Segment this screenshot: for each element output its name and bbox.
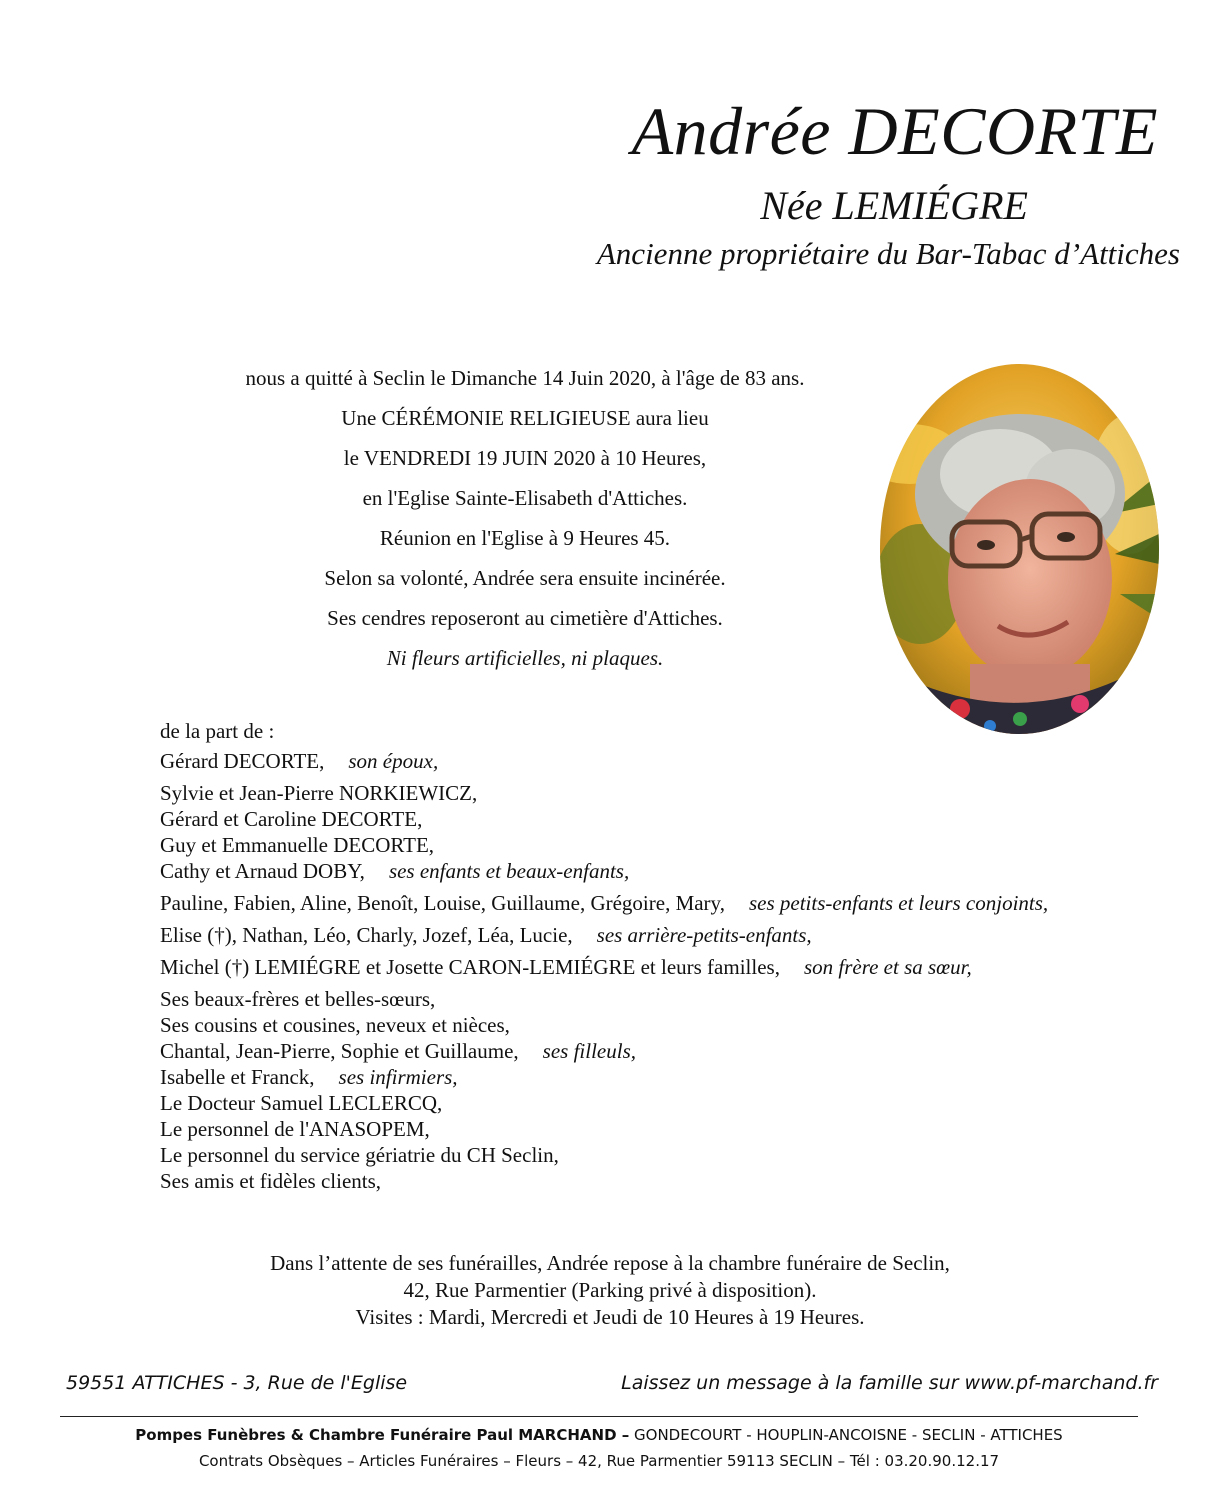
company-line bbox=[60, 1426, 1138, 1444]
company-services: Contrats Obsèques – Articles Funéraires – Fleurs – 42, Rue Parmentier 59113 SECLIN – Tél : 03.20.90.12.17 bbox=[198, 1452, 1000, 1470]
family-names: Chantal, Jean-Pierre, Sophie et Guillaume, bbox=[160, 1039, 519, 1063]
family-relation: ses filleuls, bbox=[542, 1039, 636, 1063]
family-row bbox=[160, 1012, 1200, 1038]
family-names: Ses beaux-frères et belles-sœurs, bbox=[160, 987, 436, 1011]
footer-message-link[interactable]: Laissez un message à la famille sur www.pf-marchand.fr bbox=[621, 1372, 1158, 1394]
family-row bbox=[160, 922, 1200, 948]
family-names: Sylvie et Jean-Pierre NORKIEWICZ, bbox=[160, 781, 478, 805]
announcement-line: Ses cendres reposeront au cimetière d'Attiches. bbox=[327, 606, 723, 630]
family-relation: ses infirmiers, bbox=[338, 1065, 458, 1089]
family-list bbox=[160, 718, 1200, 1194]
family-names: Le personnel du service gériatrie du CH Seclin, bbox=[160, 1143, 559, 1167]
announcement-line: en l'Eglise Sainte-Elisabeth d'Attiches. bbox=[362, 486, 688, 510]
announcement-line: Réunion en l'Eglise à 9 Heures 45. bbox=[379, 526, 671, 550]
deceased-role: Ancienne propriétaire du Bar-Tabac d’Attiches bbox=[596, 236, 1180, 271]
company-towns: GONDECOURT - HOUPLIN-ANCOISNE - SECLIN - ATTICHES bbox=[629, 1426, 1063, 1444]
company-name: Pompes Funèbres & Chambre Funéraire Paul MARCHAND – bbox=[135, 1426, 630, 1444]
family-names: Michel (†) LEMIÉGRE et Josette CARON-LEMIÉGRE et leurs familles, bbox=[160, 955, 780, 979]
announcement-line: nous a quitté à Seclin le Dimanche 14 Juin 2020, à l'âge de 83 ans. bbox=[245, 366, 805, 390]
announcement-line: le VENDREDI 19 JUIN 2020 à 10 Heures, bbox=[343, 446, 707, 470]
family-names: Elise (†), Nathan, Léo, Charly, Jozef, Léa, Lucie, bbox=[160, 923, 573, 947]
family-row bbox=[160, 1116, 1200, 1142]
deceased-name: Andrée DECORTE bbox=[631, 93, 1158, 169]
family-names: Guy et Emmanuelle DECORTE, bbox=[160, 833, 435, 857]
portrait-photo bbox=[880, 364, 1159, 734]
family-names: Isabelle et Franck, bbox=[160, 1065, 315, 1089]
footer-divider bbox=[60, 1416, 1138, 1417]
family-row bbox=[160, 890, 1200, 916]
visiting-hours: Visites : Mardi, Mercredi et Jeudi de 10 Heures à 19 Heures. bbox=[355, 1305, 865, 1329]
family-names: Ses amis et fidèles clients, bbox=[160, 1169, 382, 1193]
family-names: Ses cousins et cousines, neveux et nièces, bbox=[160, 1013, 510, 1037]
family-row bbox=[160, 780, 1200, 806]
family-relation: ses petits-enfants et leurs conjoints, bbox=[748, 891, 1049, 915]
family-row bbox=[160, 806, 1200, 832]
family-row bbox=[160, 1038, 1200, 1064]
maiden-name: Née LEMIÉGRE bbox=[760, 183, 1028, 228]
family-relation: son époux, bbox=[348, 749, 439, 773]
announcement-note: Ni fleurs artificielles, ni plaques. bbox=[386, 646, 664, 670]
announcement-block bbox=[180, 364, 870, 684]
family-relation: ses enfants et beaux-enfants, bbox=[388, 859, 630, 883]
family-names: Gérard et Caroline DECORTE, bbox=[160, 807, 423, 831]
funeral-home-line: Dans l’attente de ses funérailles, Andrée repose à la chambre funéraire de Seclin, bbox=[270, 1251, 950, 1275]
family-row bbox=[160, 954, 1200, 980]
family-row bbox=[160, 858, 1200, 884]
family-row bbox=[160, 1168, 1200, 1194]
footer-address: 59551 ATTICHES - 3, Rue de l'Eglise bbox=[66, 1372, 408, 1394]
family-names: Le personnel de l'ANASOPEM, bbox=[160, 1117, 430, 1141]
funeral-home-info bbox=[100, 1250, 1120, 1331]
family-intro: de la part de : bbox=[160, 719, 275, 743]
family-relation: son frère et sa sœur, bbox=[803, 955, 972, 979]
announcement-line: Une CÉRÉMONIE RELIGIEUSE aura lieu bbox=[341, 406, 709, 430]
family-relation: ses arrière-petits-enfants, bbox=[596, 923, 812, 947]
family-row bbox=[160, 986, 1200, 1012]
family-row bbox=[160, 1142, 1200, 1168]
family-row bbox=[160, 832, 1200, 858]
family-names: Gérard DECORTE, bbox=[160, 749, 325, 773]
family-names: Pauline, Fabien, Aline, Benoît, Louise, Guillaume, Grégoire, Mary, bbox=[160, 891, 725, 915]
family-names: Le Docteur Samuel LECLERCQ, bbox=[160, 1091, 443, 1115]
announcement-line: Selon sa volonté, Andrée sera ensuite incinérée. bbox=[324, 566, 726, 590]
family-row bbox=[160, 1064, 1200, 1090]
family-row bbox=[160, 748, 1200, 774]
family-names: Cathy et Arnaud DOBY, bbox=[160, 859, 365, 883]
funeral-home-address: 42, Rue Parmentier (Parking privé à disposition). bbox=[403, 1278, 817, 1302]
family-row bbox=[160, 1090, 1200, 1116]
